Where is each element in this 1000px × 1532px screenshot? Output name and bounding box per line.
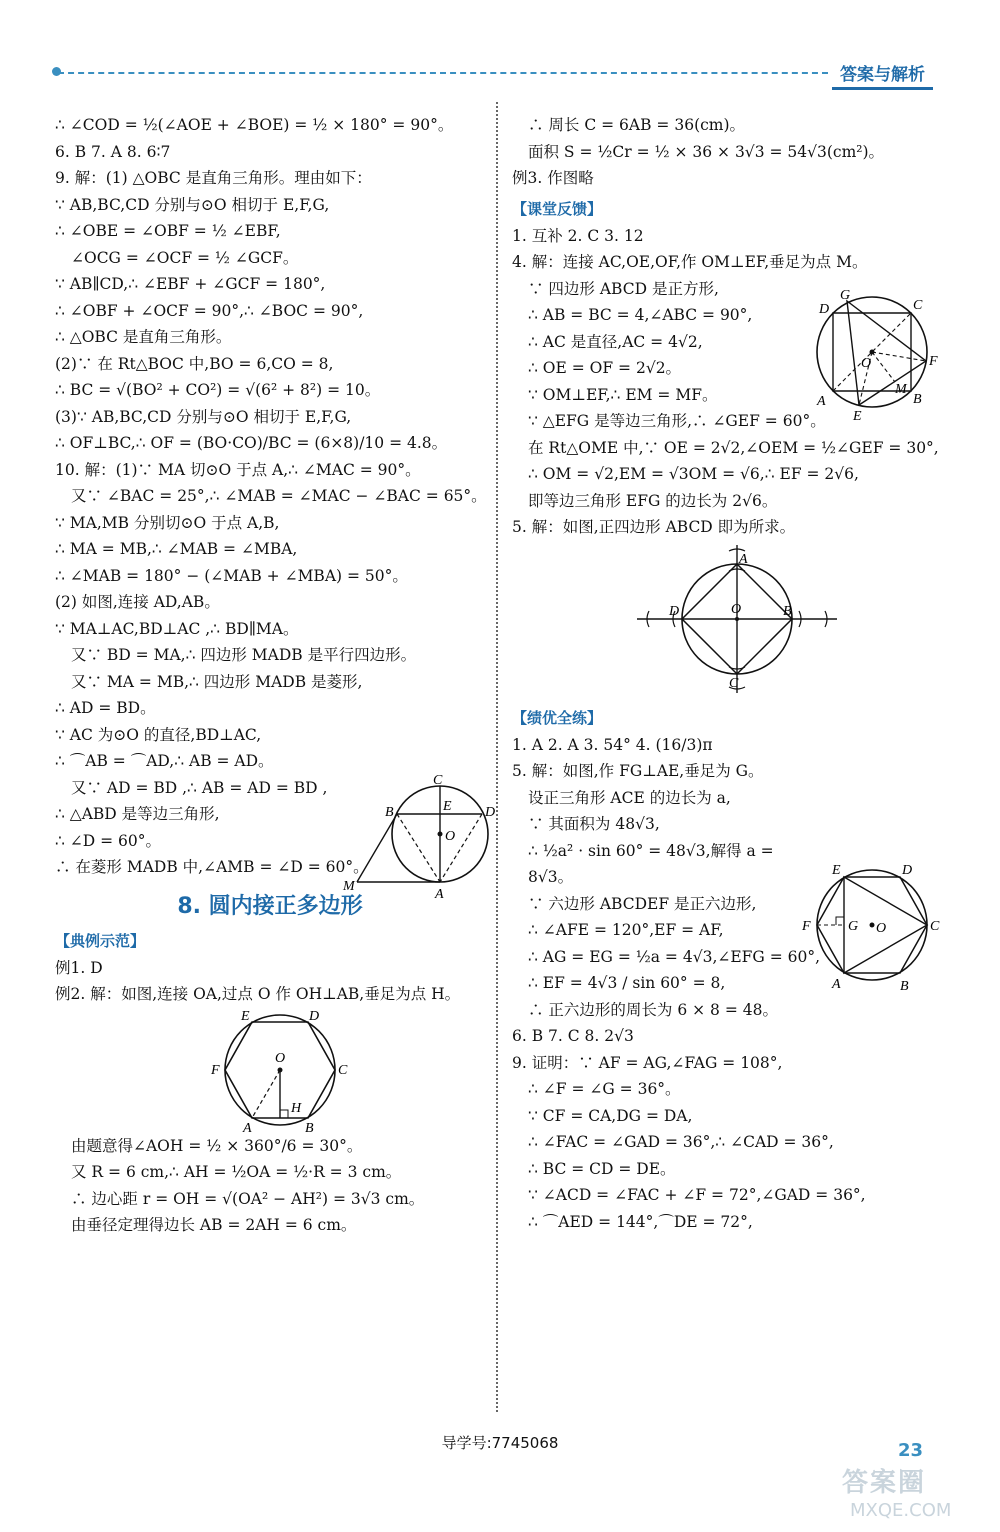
fig5sq-label: C (729, 675, 739, 691)
fig10-label: E (443, 799, 452, 814)
text-line: ∵ 六边形 ABCDEF 是正六边形, (528, 894, 757, 913)
fig5hex-label: E (832, 863, 841, 878)
fig5sq-label: A (739, 551, 748, 567)
watermark-url: MXQE.COM (850, 1500, 952, 1521)
text-line: 设正三角形 ACE 的边长为 a, (528, 788, 731, 807)
fig5sq-label: D (669, 603, 680, 619)
left-end-lines (55, 1133, 485, 1239)
text-line: ∠OCG = ∠OCF = ½ ∠GCF。 (71, 248, 299, 267)
text-line: ∴ BC = CD = DE。 (528, 1159, 676, 1178)
figure-q4 (807, 287, 947, 422)
text-line: ∴ OF⊥BC,∴ OF = (BO·CO)/BC = (6×8)/10 = 4.8。 (55, 434, 448, 452)
text-line: 又∵ ∠BAC = 25°,∴ ∠MAB = ∠MAC − ∠BAC = 65°。 (71, 487, 487, 505)
text-line: ∴ 在菱形 MADB 中,∠AMB = ∠D = 60°。 (55, 858, 369, 876)
fig5hex-label: O (876, 921, 887, 936)
text-line: ∴ △OBC 是直角三角形。 (55, 328, 232, 346)
fig-ex2-label: H (291, 1100, 302, 1116)
text-line: ∴ BC = √(BO² + CO²) = √(6² + 8²) = 10。 (55, 381, 381, 399)
section-example: 【典例示范】 (55, 931, 146, 950)
fig10-label: M (343, 879, 355, 894)
fig-ex2-label: D (309, 1008, 320, 1024)
text-line: ∴ ⌒AB = ⌒AD,∴ AB = AD。 (55, 752, 274, 770)
header-rule (58, 72, 828, 74)
fig4-label: O (861, 356, 872, 371)
fig4-label: C (913, 298, 923, 313)
fig5sq-label: B (783, 603, 792, 619)
text-line: 又∵ MA = MB,∴ 四边形 MADB 是菱形, (71, 672, 363, 691)
text-line: 9. 证明：∵ AF = AG,∠FAG = 108°, (512, 1053, 783, 1072)
fig10-label: B (385, 805, 394, 820)
fig10-label: O (445, 829, 456, 844)
figure-q5-hexagon (800, 860, 950, 995)
text-line: ∴ AG = EG = ½a = 4√3,∠EFG = 60°, (528, 947, 821, 966)
text-line: ∴ 正六边形的周长为 6 × 8 = 48。 (528, 1000, 778, 1019)
text-line: ∵ 其面积为 48√3, (528, 815, 660, 833)
fig5hex-label: A (832, 977, 841, 992)
left-top-lines (55, 112, 485, 881)
text-line: ∴ OE = OF = 2√2。 (528, 359, 682, 377)
fig10-label: A (435, 887, 444, 902)
text-line: 面积 S = ½Cr = ½ × 36 × 3√3 = 54√3(cm²)。 (528, 142, 885, 161)
text-line: 又 R = 6 cm,∴ AH = ½OA = ½·R = 3 cm。 (71, 1163, 402, 1181)
text-line: ∴ ∠COD = ½(∠AOE + ∠BOE) = ½ × 180° = 90°。 (55, 116, 454, 134)
text-line: ∴ AC 是直径,AC = 4√2, (528, 332, 703, 351)
fig10-label: D (485, 805, 496, 820)
left-bottom-lines (55, 955, 485, 1008)
text-line: 又∵ BD = MA,∴ 四边形 MADB 是平行四边形。 (71, 646, 417, 664)
text-line: 1. A 2. A 3. 54° 4. (16/3)π (512, 735, 713, 754)
right-top-lines (512, 112, 957, 192)
fig5hex-label: C (930, 919, 940, 934)
text-line: ∴ ⌒AED = 144°,⌒DE = 72°, (528, 1212, 753, 1231)
fig4-label: B (913, 392, 922, 407)
text-line: ∴ ∠MAB = 180° − (∠MAB + ∠MBA) = 50°。 (55, 566, 408, 585)
text-line: ∵ OM⊥EF,∴ EM = MF。 (528, 385, 718, 404)
text-line: 例3. 作图略 (512, 169, 594, 187)
fig-ex2-label: A (243, 1120, 252, 1133)
text-line: (3)∵ AB,BC,CD 分别与⊙O 相切于 E,F,G, (55, 407, 352, 426)
fig5hex-label: B (900, 979, 909, 994)
text-line: 由题意得∠AOH = ½ × 360°/6 = 30°。 (71, 1136, 363, 1155)
fig5sq-label: O (731, 601, 742, 617)
text-line: ∵ AB∥CD,∴ ∠EBF + ∠GCF = 180°, (55, 275, 326, 293)
footer-code: 导学号:7745068 (441, 1434, 559, 1452)
right-column (512, 112, 957, 1235)
text-line: (2) 如图,连接 AD,AB。 (55, 593, 220, 611)
text-line: ∵ MA⊥AC,BD⊥AC ,∴ BD∥MA。 (55, 619, 299, 638)
text-line: ∴ EF = 4√3 / sin 60° = 8, (528, 974, 726, 992)
text-line: ∵ △EFG 是等边三角形,∴ ∠GEF = 60°。 (528, 412, 826, 430)
text-line: ∴ ∠AFE = 120°,EF = AF, (528, 921, 724, 939)
figure-q5-square (627, 541, 847, 701)
text-line: ∵ 四边形 ABCD 是正方形, (528, 279, 719, 298)
text-line: ∴ 周长 C = 6AB = 36(cm)。 (528, 116, 746, 134)
text-line: ∴ △ABD 是等边三角形, (55, 805, 220, 823)
text-line: ∵ MA,MB 分别切⊙O 于点 A,B, (55, 513, 280, 532)
text-line: 9. 解：(1) △OBC 是直角三角形。理由如下： (55, 169, 372, 187)
text-line: ∴ 边心距 r = OH = √(OA² − AH²) = 3√3 cm。 (71, 1189, 425, 1208)
fig4-label: F (929, 354, 938, 369)
fig5hex-label: D (902, 863, 913, 878)
text-line: 8√3。 (528, 868, 574, 886)
text-line: 10. 解：(1)∵ MA 切⊙O 于点 A,∴ ∠MAC = 90°。 (55, 460, 421, 479)
text-line: ∵ AB,BC,CD 分别与⊙O 相切于 E,F,G, (55, 195, 330, 214)
text-line: 例1. D (55, 958, 103, 977)
figure-example2 (205, 1008, 355, 1133)
text-line: 1. 互补 2. C 3. 12 (512, 226, 644, 245)
text-line: ∴ ½a² · sin 60° = 48√3,解得 a = (528, 841, 774, 860)
text-line: 4. 解：连接 AC,OE,OF,作 OM⊥EF,垂足为点 M。 (512, 253, 868, 271)
text-line: (2)∵ 在 Rt△BOC 中,BO = 6,CO = 8, (55, 354, 334, 373)
text-line: ∴ MA = MB,∴ ∠MAB = ∠MBA, (55, 540, 298, 558)
chapter-title: 8. 圆内接正多边形 (177, 893, 363, 919)
header-tag: 答案与解析 (832, 58, 933, 90)
text-line: ∴ ∠FAC = ∠GAD = 36°,∴ ∠CAD = 36°, (528, 1133, 834, 1151)
fig4-label: M (895, 382, 907, 397)
text-line: ∴ AD = BD。 (55, 699, 156, 717)
text-line: ∵ ∠ACD = ∠FAC + ∠F = 72°,∠GAD = 36°, (528, 1186, 866, 1204)
section-practice: 【绩优全练】 (512, 708, 603, 727)
fig-ex2-label: O (275, 1050, 286, 1066)
fig10-label: C (433, 773, 443, 788)
column-divider (496, 102, 498, 1412)
fig4-label: D (819, 302, 830, 317)
text-line: 5. 解：如图,正四边形 ABCD 即为所求。 (512, 518, 796, 536)
text-line: ∵ CF = CA,DG = DA, (528, 1106, 693, 1125)
fig4-label: A (817, 394, 826, 409)
text-line: ∵ AC 为⊙O 的直径,BD⊥AC, (55, 725, 262, 744)
page-number: 23 (898, 1440, 924, 1461)
figure-q10 (327, 772, 497, 907)
fig5hex-label: G (848, 919, 859, 934)
text-line: 5. 解：如图,作 FG⊥AE,垂足为 G。 (512, 762, 764, 780)
text-line: 由垂径定理得边长 AB = 2AH = 6 cm。 (71, 1216, 357, 1234)
fig-ex2-label: F (211, 1062, 220, 1078)
fig5hex-label: F (802, 919, 811, 934)
section-feedback: 【课堂反馈】 (512, 199, 603, 218)
text-line: ∴ OM = √2,EM = √3OM = √6,∴ EF = 2√6, (528, 465, 859, 483)
text-line: ∴ ∠D = 60°。 (55, 831, 162, 850)
text-line: 例2. 解：如图,连接 OA,过点 O 作 OH⊥AB,垂足为点 H。 (55, 985, 461, 1003)
text-line: 6. B 7. C 8. 2√3 (512, 1027, 634, 1045)
fig4-label: E (853, 409, 862, 422)
fig-ex2-label: C (338, 1062, 348, 1078)
text-line: ∴ ∠OBF + ∠OCF = 90°,∴ ∠BOC = 90°, (55, 301, 364, 320)
text-line: ∴ AB = BC = 4,∠ABC = 90°, (528, 306, 753, 324)
text-line: ∴ ∠F = ∠G = 36°。 (528, 1080, 681, 1098)
text-line: ∴ ∠OBE = ∠OBF = ½ ∠EBF, (55, 222, 281, 240)
text-line: 在 Rt△OME 中,∵ OE = 2√2,∠OEM = ½∠GEF = 30°, (528, 438, 939, 457)
watermark-logo: 答案圈 (842, 1468, 927, 1498)
text-line: 6. B 7. A 8. 6∶7 (55, 142, 171, 161)
fig-ex2-label: E (241, 1008, 250, 1024)
fig-ex2-label: B (305, 1120, 314, 1133)
text-line: 又∵ AD = BD ,∴ AB = AD = BD , (71, 778, 328, 797)
left-column (55, 112, 496, 1239)
text-line: 即等边三角形 EFG 的边长为 2√6。 (528, 491, 778, 510)
fig4-label: G (840, 288, 851, 303)
